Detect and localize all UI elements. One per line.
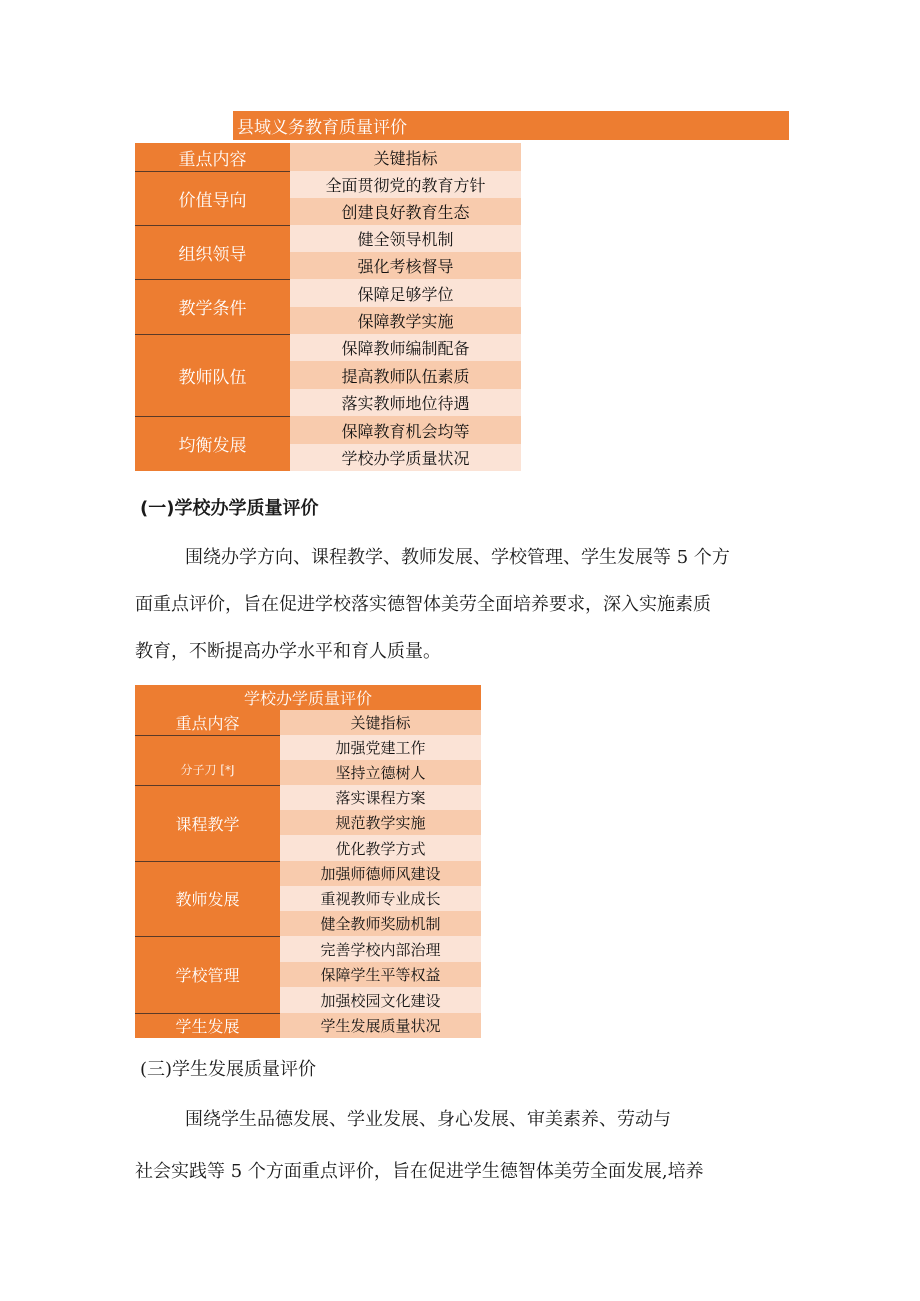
- table1-indicator: 保障教学实施: [290, 307, 521, 334]
- table1-divider: [135, 279, 290, 280]
- table2-indicator: 完善学校内部治理: [280, 936, 481, 962]
- table1-group-teacher-team: 教师队伍: [135, 334, 290, 416]
- table2-divider: [135, 1013, 280, 1014]
- table1-indicator: 全面贯彻党的教育方针: [290, 171, 521, 198]
- table1-group-value-orientation: 价值导向: [135, 171, 290, 225]
- table1-divider: [135, 171, 290, 172]
- table2-header-left: 重点内容: [135, 710, 280, 735]
- table1-title-bar: [233, 111, 789, 140]
- table2-indicator: 落实课程方案: [280, 785, 481, 810]
- table1-indicator: 健全领导机制: [290, 225, 521, 252]
- table1-indicator: 强化考核督导: [290, 252, 521, 279]
- table2-indicator: 学生发展质量状况: [280, 1013, 481, 1038]
- table2-group-party-building: 分子刀 [*J: [135, 735, 280, 785]
- table1-title: 县域义务教育质量评价: [237, 118, 407, 138]
- table1-indicator: 提高教师队伍素质: [290, 361, 521, 389]
- table2-divider: [135, 735, 280, 736]
- section3-heading: (三)学生发展质量评价: [140, 1059, 317, 1080]
- table1-indicator: 保障足够学位: [290, 279, 521, 307]
- table2-indicator: 优化教学方式: [280, 835, 481, 861]
- table1-group-teaching-conditions: 教学条件: [135, 279, 290, 334]
- table2-indicator: 规范教学实施: [280, 810, 481, 835]
- table2-group-student-development: 学生发展: [135, 1013, 280, 1038]
- table2-indicator: 坚持立德树人: [280, 760, 481, 785]
- table2-title-bar: [135, 685, 481, 710]
- paragraph-line: 教育，不断提高办学水平和育人质量。: [135, 641, 441, 662]
- table1-divider: [135, 225, 290, 226]
- section1-heading: (一)学校办学质量评价: [140, 498, 319, 519]
- table1-indicator: 学校办学质量状况: [290, 444, 521, 471]
- table2-divider: [135, 785, 280, 786]
- table1-group-balanced-development: 均衡发展: [135, 416, 290, 471]
- section3-paragraph: [135, 1094, 795, 1198]
- table2-indicator: 重视教师专业成长: [280, 886, 481, 911]
- table2-title: 学校办学质量评价: [243, 689, 372, 708]
- table2-group-teacher-development: 教师发展: [135, 861, 280, 936]
- paragraph-line: 围绕学生品德发展、学业发展、身心发展、审美素养、劳动与: [185, 1109, 671, 1130]
- table2-indicator: 加强党建工作: [280, 735, 481, 760]
- table1-indicator: 创建良好教育生态: [290, 198, 521, 225]
- table1-header-left: 重点内容: [135, 143, 290, 171]
- paragraph-line: 围绕办学方向、课程教学、教师发展、学校管理、学生发展等 5 个方: [185, 547, 730, 568]
- table2-group-curriculum-teaching: 课程教学: [135, 785, 280, 861]
- table2-group-school-management: 学校管理: [135, 936, 280, 1013]
- table2-divider: [135, 861, 280, 862]
- table1-header-right: 关键指标: [290, 143, 521, 171]
- table2-header-right: 关键指标: [280, 710, 481, 735]
- paragraph-line: 面重点评价，旨在促进学校落实德智体美劳全面培养要求，深入实施素质: [135, 594, 711, 615]
- table1-indicator: 保障教育机会均等: [290, 416, 521, 444]
- table1-divider: [135, 334, 290, 335]
- table1-indicator: 落实教师地位待遇: [290, 389, 521, 416]
- table1-divider: [135, 416, 290, 417]
- paragraph-line: 社会实践等 5 个方面重点评价，旨在促进学生德智体美劳全面发展,培养: [135, 1161, 704, 1182]
- table1-indicator: 保障教师编制配备: [290, 334, 521, 361]
- table2-indicator: 加强校园文化建设: [280, 987, 481, 1013]
- table1-group-leadership: 组织领导: [135, 225, 290, 279]
- table2-indicator: 加强师德师风建设: [280, 861, 481, 886]
- table2-divider: [135, 936, 280, 937]
- table2-indicator: 健全教师奖励机制: [280, 911, 481, 936]
- section1-paragraph: [135, 534, 795, 675]
- table2-indicator: 保障学生平等权益: [280, 962, 481, 987]
